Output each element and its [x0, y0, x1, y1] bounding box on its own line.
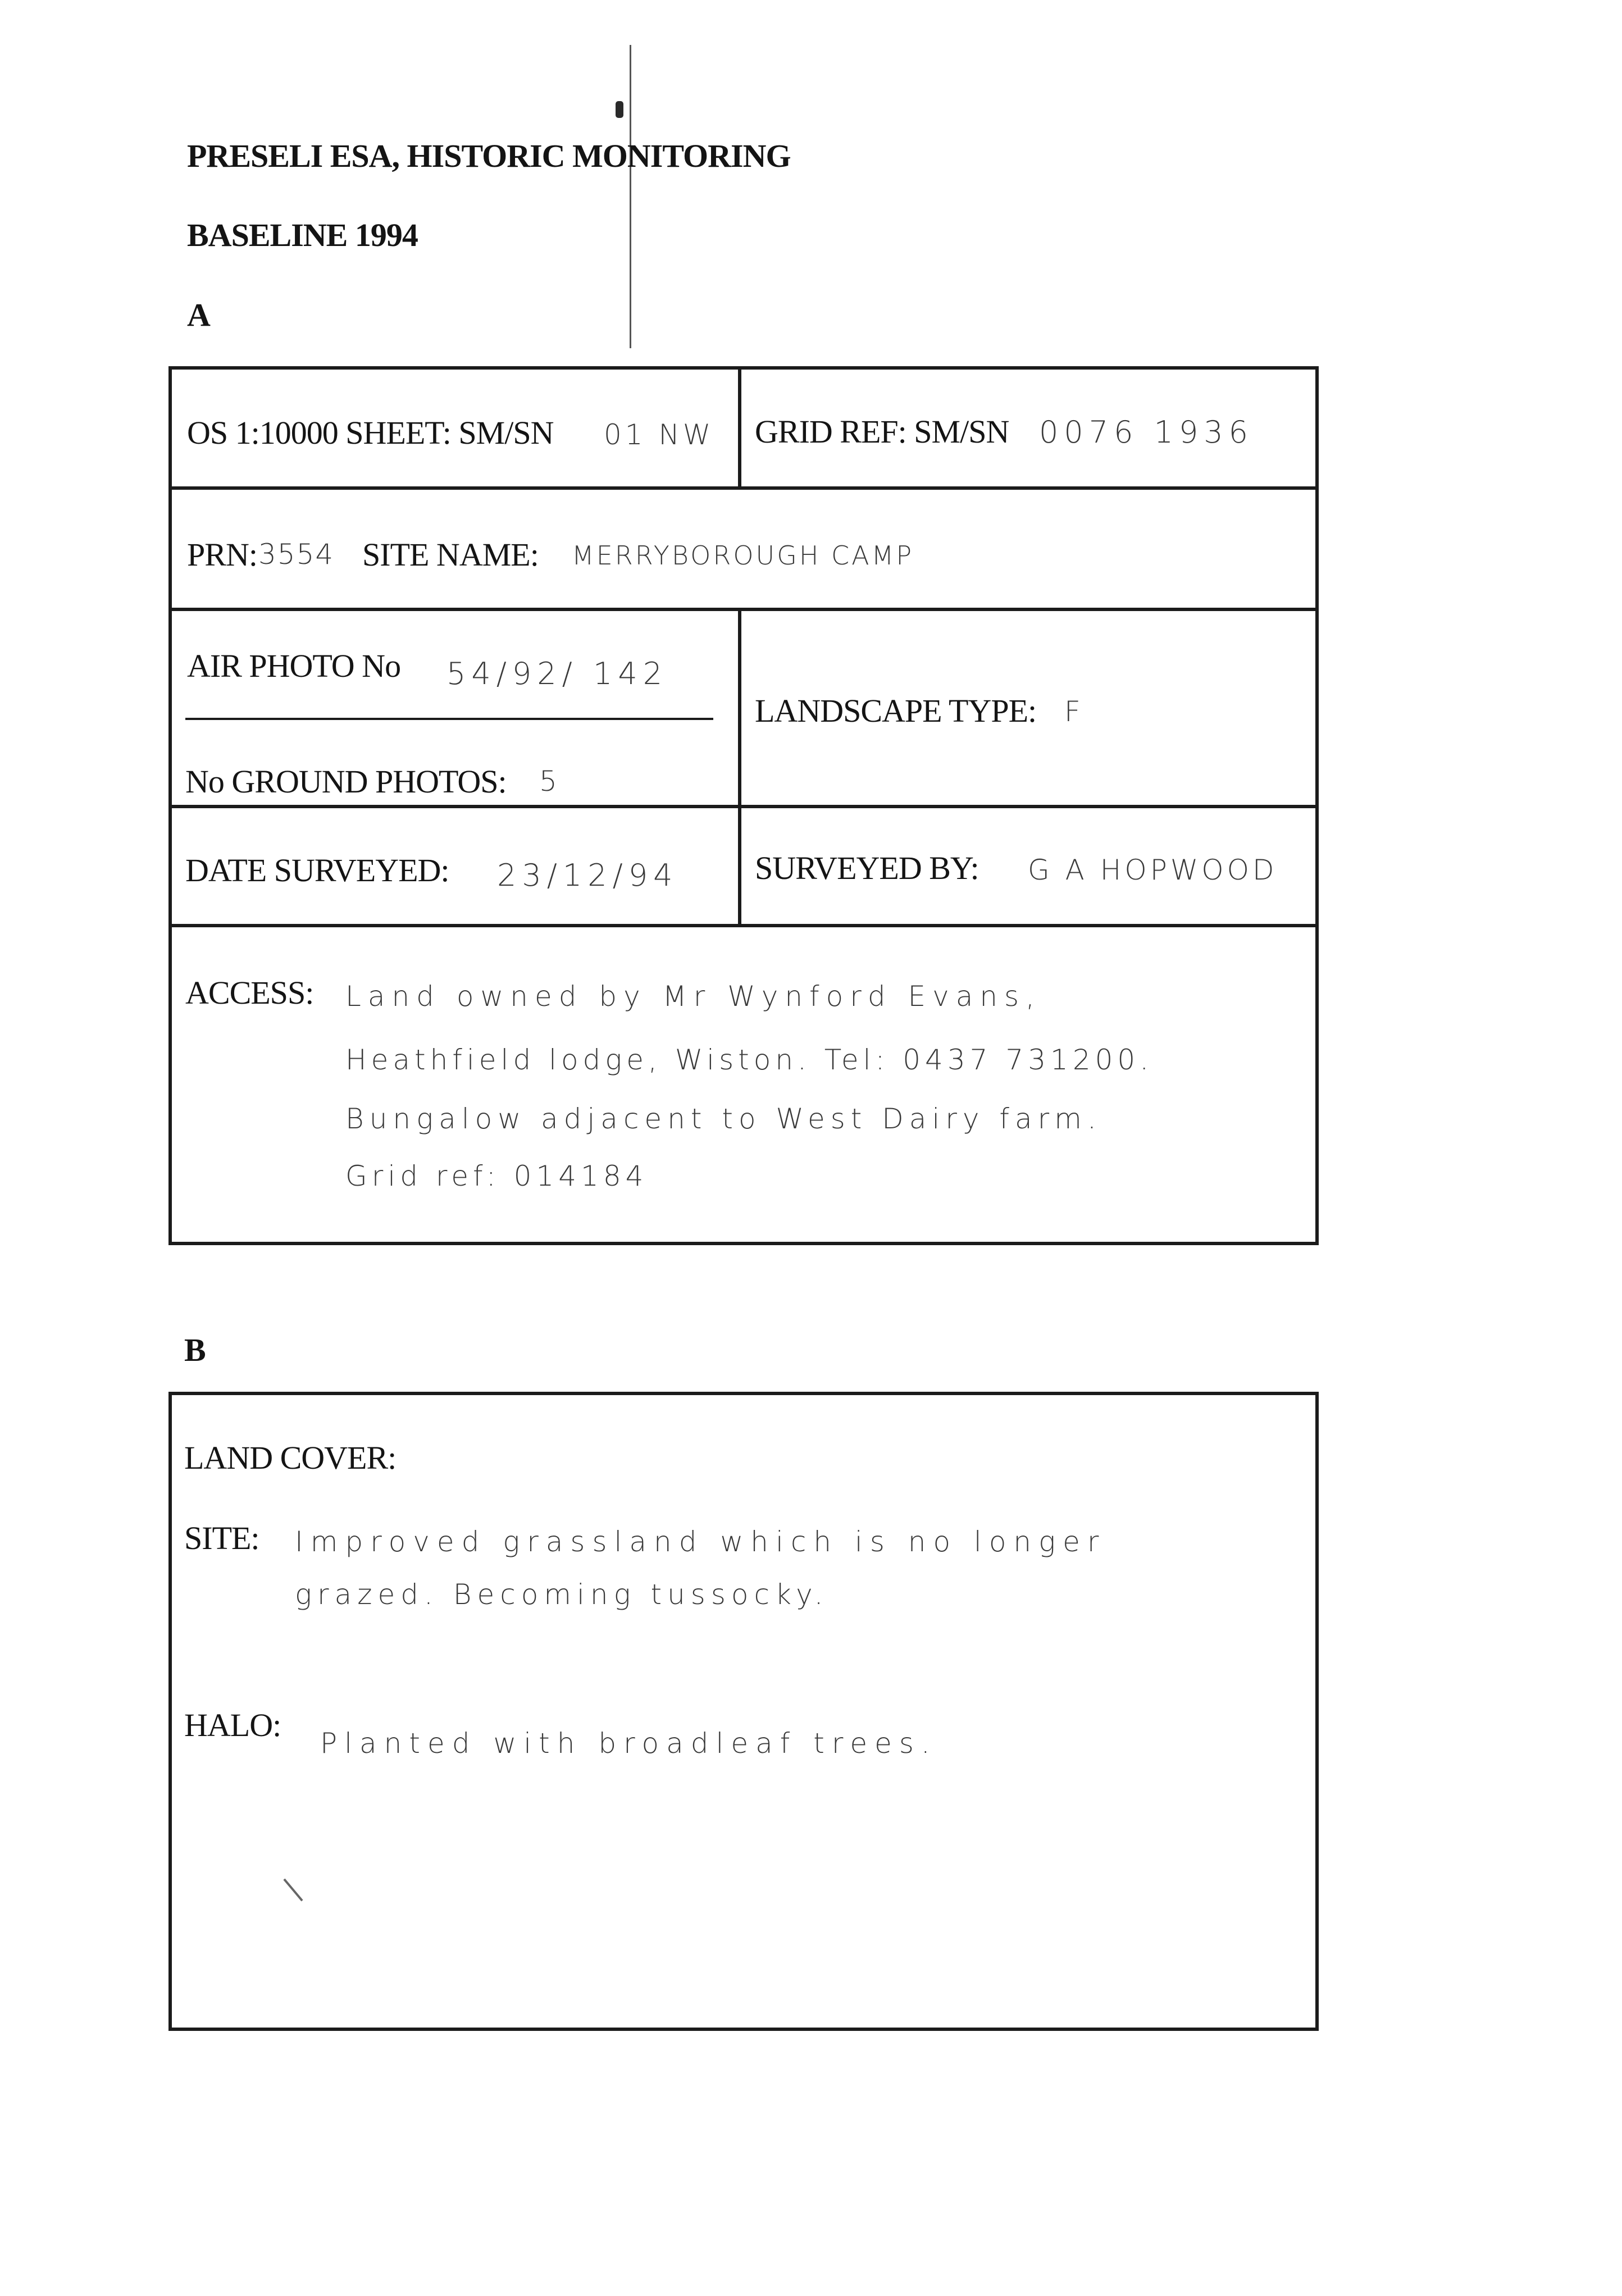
divider	[168, 805, 1319, 808]
landscape-type-value: F	[1064, 695, 1084, 728]
date-surveyed-label: DATE SURVEYED:	[185, 852, 449, 889]
landscape-type-label: LANDSCAPE TYPE:	[755, 693, 1037, 729]
page-title: PRESELI ESA, HISTORIC MONITORING	[187, 138, 791, 174]
grid-ref-label: GRID REF: SM/SN	[755, 413, 1009, 450]
prn-label: PRN:	[187, 536, 257, 573]
site-line-1: Improved grassland which is no longer	[295, 1525, 1106, 1558]
access-label: ACCESS:	[185, 974, 314, 1011]
fold-line	[630, 45, 631, 348]
access-line-4: Grid ref: 014184	[345, 1160, 648, 1192]
air-photo-label: AIR PHOTO No	[187, 648, 401, 684]
ground-photos-label: No GROUND PHOTOS:	[185, 763, 507, 800]
access-line-1: Land owned by Mr Wynford Evans,	[345, 980, 1041, 1013]
access-line-2: Heathfield lodge, Wiston. Tel: 0437 731200.	[345, 1044, 1154, 1076]
divider	[738, 366, 741, 488]
grid-ref-value: 0076 1936	[1039, 414, 1254, 450]
ground-photos-value: 5	[539, 765, 561, 798]
halo-label: HALO:	[184, 1707, 281, 1743]
divider	[168, 486, 1319, 490]
halo-value: Planted with broadleaf trees.	[320, 1727, 937, 1760]
date-surveyed-value: 23/12/94	[497, 858, 678, 893]
os-sheet-prefix: SM/SN	[458, 414, 554, 451]
divider	[168, 924, 1319, 927]
site-name-value: MERRYBOROUGH CAMP	[572, 540, 914, 571]
divider	[738, 608, 741, 926]
site-line-2: grazed. Becoming tussocky.	[295, 1578, 829, 1611]
surveyed-by-value: G A HOPWOOD	[1028, 854, 1278, 886]
air-photo-value: 54/92/ 142	[446, 656, 668, 691]
access-line-3: Bungalow adjacent to West Dairy farm.	[345, 1103, 1102, 1135]
section-b-table	[168, 1392, 1319, 2031]
site-name-label: SITE NAME:	[362, 536, 539, 573]
section-a-label: A	[187, 297, 210, 333]
os-sheet-value: 01 NW	[604, 418, 714, 451]
section-b-label: B	[184, 1332, 206, 1368]
surveyed-by-label: SURVEYED BY:	[755, 850, 979, 886]
land-cover-label: LAND COVER:	[184, 1439, 397, 1476]
site-label: SITE:	[184, 1520, 259, 1556]
prn-value: 3554	[258, 538, 335, 571]
os-sheet-label: OS 1:10000 SHEET: SM/SN	[187, 414, 554, 451]
page-subtitle: BASELINE 1994	[187, 217, 418, 253]
divider	[168, 608, 1319, 611]
air-photo-underline	[185, 718, 713, 720]
scan-mark	[616, 101, 623, 118]
grid-ref-prefix: SM/SN	[914, 413, 1009, 450]
